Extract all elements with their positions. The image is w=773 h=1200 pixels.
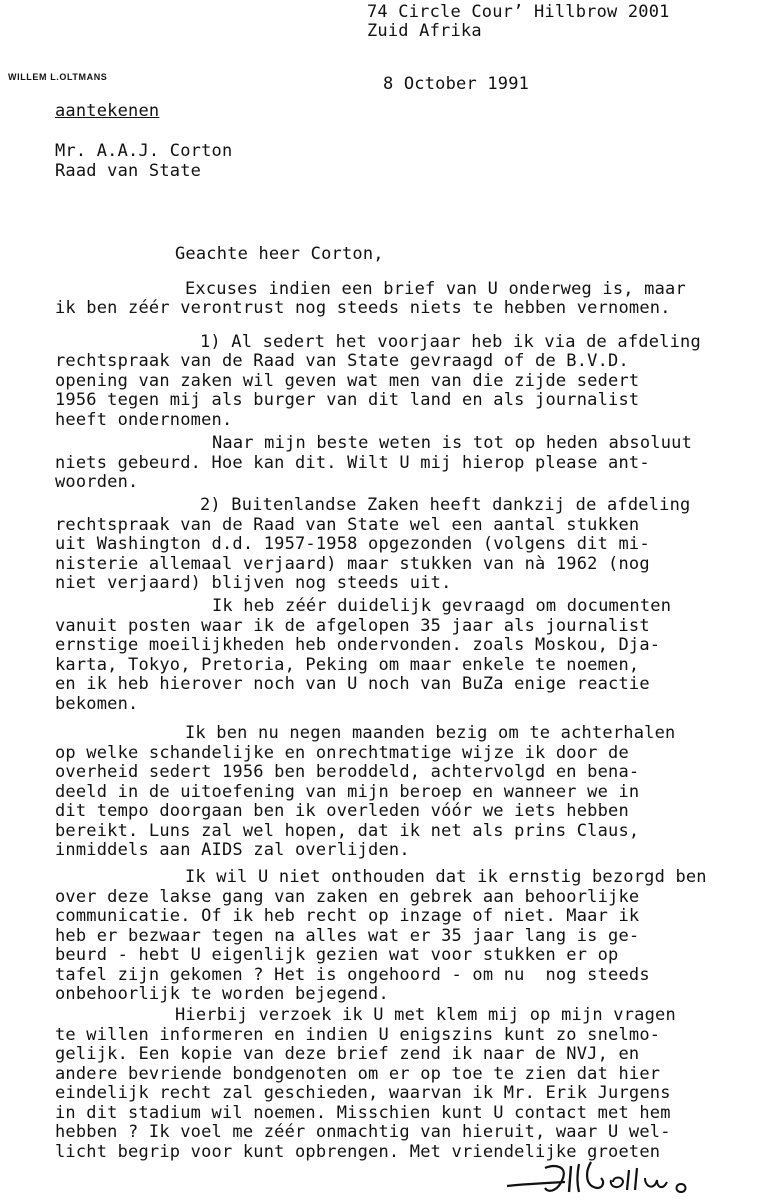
handwritten-signature <box>505 1158 730 1200</box>
body-line: Ik wil U niet onthouden dat ik ernstig bezorgd ben <box>185 867 707 887</box>
body-line: karta, Tokyo, Pretoria, Peking om maar enkele te noemen, <box>55 655 640 675</box>
recipient-name: Mr. A.A.J. Corton <box>55 141 233 161</box>
body-line: rechtspraak van de Raad van State wel een aantal stukken <box>55 515 640 535</box>
body-line: gelijk. Een kopie van deze brief zend ik naar de NVJ, en <box>55 1044 640 1064</box>
body-line: in dit stadium wil noemen. Misschien kunt U contact met hem <box>55 1103 671 1123</box>
body-line: Naar mijn beste weten is tot op heden absoluut <box>212 433 693 453</box>
body-line: andere bevriende bondgenoten om er op toe te zien dat hier <box>55 1064 661 1084</box>
body-line: Ik heb zéér duidelijk gevraagd om documenten <box>212 596 672 616</box>
letter-date: 8 October 1991 <box>383 74 530 94</box>
body-line: uit Washington d.d. 1957-1958 opgezonden (volgens dit mi- <box>55 534 650 554</box>
body-line: heeft ondernomen. <box>55 410 233 430</box>
sender-address-line-1: 74 Circle Cour’ Hillbrow 2001 <box>367 2 670 22</box>
body-line: inmiddels aan AIDS zal overlijden. <box>55 840 410 860</box>
salutation: Geachte heer Corton, <box>175 244 384 264</box>
body-line: opening van zaken wil geven wat men van die zijde sedert <box>55 371 640 391</box>
body-line: Ik ben nu negen maanden bezig om te achterhalen <box>185 723 676 743</box>
recipient-organisation: Raad van State <box>55 161 202 181</box>
sender-address-line-2: Zuid Afrika <box>367 21 482 41</box>
body-line: licht begrip voor kunt opbrengen. Met vriendelijke groeten <box>55 1142 661 1162</box>
body-line: woorden. <box>55 472 139 492</box>
letterhead-name: WILLEM L.OLTMANS <box>8 72 108 82</box>
body-line: eindelijk recht zal geschieden, waarvan ik Mr. Erik Jurgens <box>55 1083 671 1103</box>
body-line: onbehoorlijk te worden bejegend. <box>55 984 389 1004</box>
body-line: over deze lakse gang van zaken en gebrek aan behoorlijke <box>55 887 640 907</box>
body-line: en ik heb hierover noch van U noch van BuZa enige reactie <box>55 674 650 694</box>
body-line: deeld in de uitoefening van mijn beroep en wanneer we in <box>55 782 640 802</box>
body-line: rechtspraak van de Raad van State gevraagd of de B.V.D. <box>55 351 629 371</box>
body-line: nisterie allemaal verjaard) maar stukken van nà 1962 (nog <box>55 554 650 574</box>
body-line: beurd - hebt U eigenlijk gezien wat voor stukken er op <box>55 945 619 965</box>
body-line: Excuses indien een brief van U onderweg is, maar <box>185 279 686 299</box>
body-line: ik ben zéér verontrust nog steeds niets te hebben vernomen. <box>55 298 671 318</box>
body-line: bekomen. <box>55 694 139 714</box>
body-line: hebben ? Ik voel me zéér onmachtig van hieruit, waar U wel- <box>55 1122 671 1142</box>
body-line: niets gebeurd. Hoe kan dit. Wilt U mij hierop please ant- <box>55 453 650 473</box>
body-line: communicatie. Of ik heb recht op inzage of niet. Maar ik <box>55 906 640 926</box>
body-line: ernstige moeilijkheden heb ondervonden. zoals Moskou, Dja- <box>55 635 661 655</box>
body-line: overheid sedert 1956 ben beroddeld, achtervolgd en bena- <box>55 762 640 782</box>
body-line: heb er bezwaar tegen na alles wat er 35 jaar lang is ge- <box>55 926 640 946</box>
body-line: niet verjaard) blijven nog steeds uit. <box>55 573 452 593</box>
body-line: 1) Al sedert het voorjaar heb ik via de afdeling <box>200 332 701 352</box>
body-line: dit tempo doorgaan ben ik overleden vóór we iets hebben <box>55 801 629 821</box>
body-line: Hierbij verzoek ik U met klem mij op mijn vragen <box>175 1005 676 1025</box>
body-line: bereikt. Luns zal wel hopen, dat ik net als prins Claus, <box>55 821 640 841</box>
body-line: vanuit posten waar ik de afgelopen 35 jaar als journalist <box>55 616 650 636</box>
body-line: op welke schandelijke en onrechtmatige wijze ik door de <box>55 743 629 763</box>
body-line: tafel zijn gekomen ? Het is ongehoord - om nu nog steeds <box>55 965 650 985</box>
registered-mail-note: aantekenen <box>55 101 160 121</box>
body-line: 1956 tegen mij als burger van dit land en als journalist <box>55 390 640 410</box>
body-line: 2) Buitenlandse Zaken heeft dankzij de afdeling <box>200 495 691 515</box>
body-line: te willen informeren en indien U enigszins kunt zo snelmo- <box>55 1025 661 1045</box>
